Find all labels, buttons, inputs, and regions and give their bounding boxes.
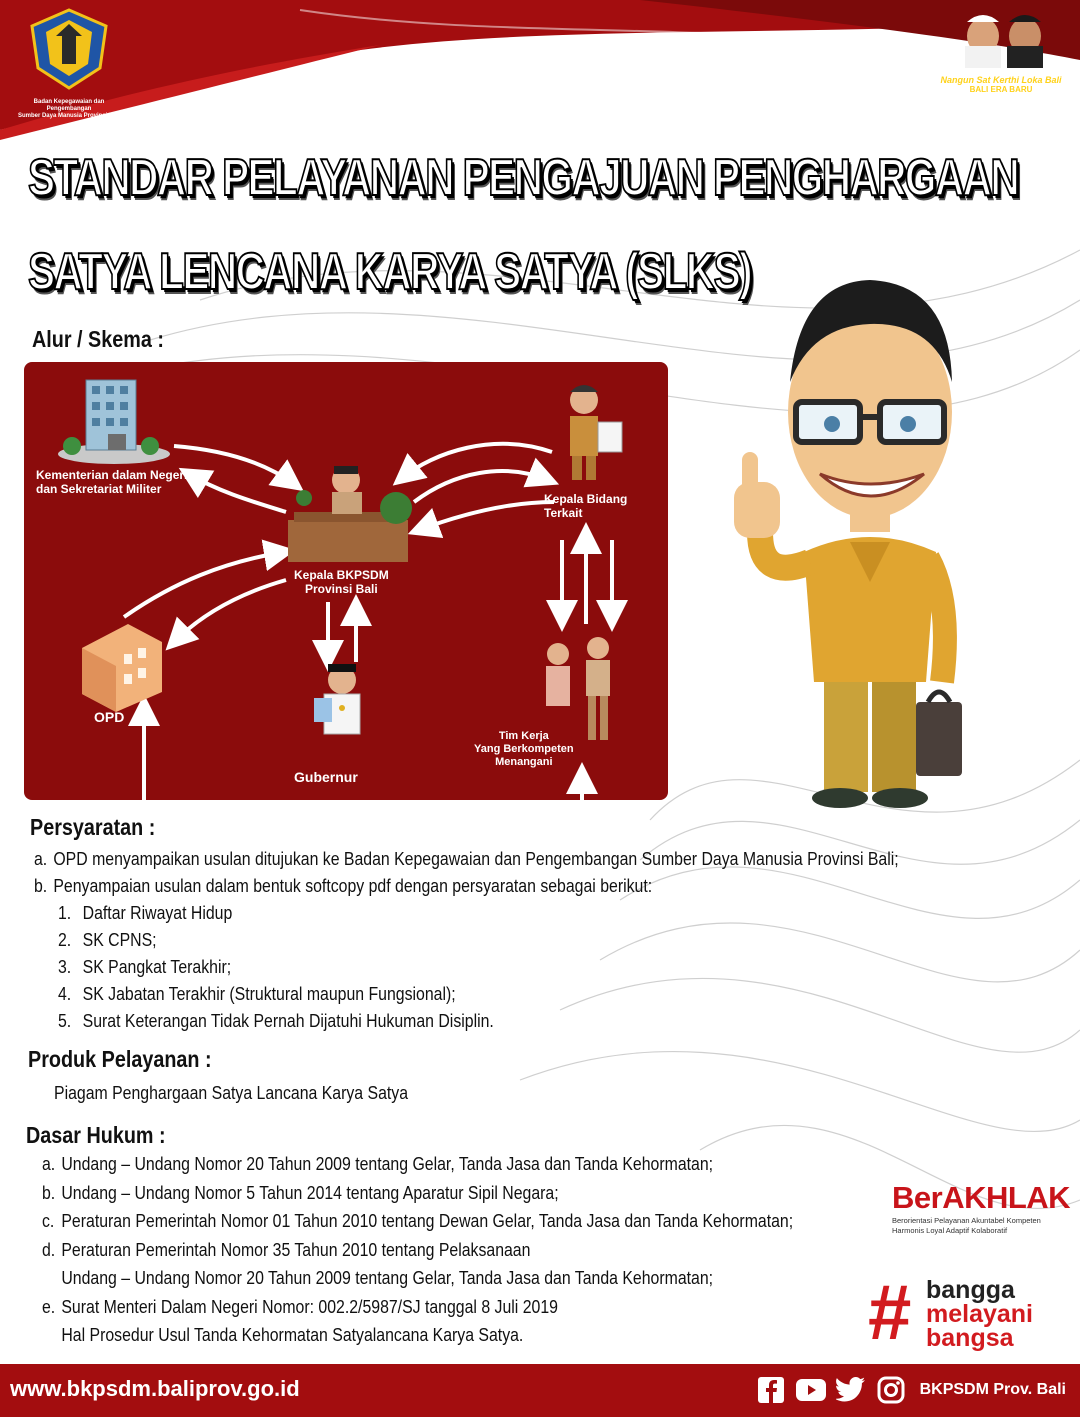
governor-branding bbox=[936, 6, 1066, 94]
instagram-icon[interactable] bbox=[876, 1375, 906, 1405]
list-item bbox=[34, 873, 899, 900]
tim-label-line1: Tim Kerja bbox=[498, 730, 549, 742]
list-marker: 1. bbox=[58, 903, 72, 923]
top-banner bbox=[0, 0, 1080, 140]
facebook-icon[interactable] bbox=[756, 1375, 786, 1405]
list-item bbox=[58, 981, 494, 1008]
list-marker: a. bbox=[34, 849, 48, 869]
persyaratan-heading: Persyaratan : bbox=[30, 814, 156, 840]
kemendagri-label bbox=[36, 468, 187, 496]
social-links bbox=[756, 1375, 1066, 1405]
list-item bbox=[42, 1207, 793, 1236]
list-item bbox=[58, 1008, 494, 1035]
list-item-continuation bbox=[42, 1264, 793, 1293]
list-marker: 4. bbox=[58, 984, 72, 1004]
thumbs-up-character-illustration bbox=[720, 262, 980, 822]
list-text: Surat Keterangan Tidak Pernah Dijatuhi Hukuman Disiplin. bbox=[82, 1011, 494, 1031]
opd-building-icon bbox=[82, 624, 162, 712]
gubernur-icon bbox=[314, 664, 360, 734]
kemendagri-building-icon bbox=[58, 380, 170, 464]
slogan-sub: BALI ERA BARU bbox=[969, 85, 1033, 94]
bangga-word: bangga bbox=[926, 1276, 1015, 1304]
dasar-hukum-list bbox=[42, 1150, 896, 1350]
list-text: Peraturan Pemerintah Nomor 35 Tahun 2010 tentang Pelaksanaan bbox=[61, 1239, 531, 1260]
agency-caption bbox=[14, 99, 124, 120]
kepala-label-line2: Provinsi Bali bbox=[304, 582, 378, 596]
page-title-line2: SATYA LENCANA KARYA SATYA (SLKS) bbox=[28, 243, 752, 301]
youtube-icon[interactable] bbox=[796, 1375, 826, 1405]
kemendagri-label-line2: dan Sekretariat Militer bbox=[36, 482, 162, 496]
list-item bbox=[42, 1293, 793, 1322]
list-item bbox=[58, 954, 494, 981]
persyaratan-sublist bbox=[58, 900, 553, 1035]
berakhlak-wordmark: BerAKHLAK bbox=[892, 1180, 1071, 1215]
list-marker: a. bbox=[42, 1154, 56, 1174]
gubernur-label: Gubernur bbox=[294, 769, 358, 785]
list-text: Undang – Undang Nomor 5 Tahun 2014 tentang Aparatur Sipil Negara; bbox=[61, 1182, 559, 1203]
kepala-label-line1: Kepala BKPSDM bbox=[294, 568, 389, 582]
agency-caption-line2: Sumber Daya Manusia Provinsi Bali bbox=[17, 113, 121, 119]
twitter-icon[interactable] bbox=[836, 1375, 866, 1405]
page-title-line1: STANDAR PELAYANAN PENGAJUAN PENGHARGAAN bbox=[28, 149, 1019, 207]
list-text: Surat Menteri Dalam Negeri Nomor: 002.2/5987/SJ tanggal 8 Juli 2019 bbox=[61, 1296, 558, 1317]
tim-kerja-label bbox=[474, 730, 574, 769]
list-item bbox=[58, 900, 494, 927]
list-item bbox=[34, 846, 899, 873]
list-text: Peraturan Pemerintah Nomor 01 Tahun 2010 tentang Dewan Gelar, Tanda Jasa dan Tanda Kehormatan; bbox=[61, 1211, 794, 1231]
produk-text: Piagam Penghargaan Satya Lancana Karya Satya bbox=[54, 1083, 409, 1103]
list-marker: b. bbox=[42, 1182, 56, 1203]
berakhlak-logo bbox=[892, 1180, 1077, 1236]
leaders-portrait-image bbox=[941, 6, 1061, 68]
berakhlak-tagline-1: Berorientasi Pelayanan Akuntabel Kompeten bbox=[892, 1216, 1041, 1225]
list-item bbox=[58, 927, 494, 954]
produk-text-block bbox=[54, 1080, 456, 1107]
list-text: SK CPNS; bbox=[82, 930, 157, 950]
list-text: OPD menyampaikan usulan ditujukan ke Badan Kepegawaian dan Pengembangan Sumber Daya Manusia Provinsi Bali; bbox=[53, 849, 899, 869]
list-text: SK Pangkat Terakhir; bbox=[82, 957, 232, 977]
list-marker: b. bbox=[34, 876, 48, 896]
kabid-label-line1: Kepala Bidang bbox=[544, 492, 628, 506]
list-marker: d. bbox=[42, 1239, 56, 1260]
kepala-bkpsdm-label bbox=[294, 568, 389, 596]
hashtag-mark: # bbox=[868, 1268, 912, 1356]
melayani-word: melayani bbox=[926, 1300, 1034, 1328]
list-text: SK Jabatan Terakhir (Struktural maupun Fungsional); bbox=[82, 984, 456, 1004]
agency-caption-line1: Badan Kepegawaian dan Pengembangan bbox=[33, 99, 105, 112]
persyaratan-list bbox=[34, 846, 1017, 900]
bali-province-logo bbox=[14, 6, 124, 120]
tim-label-line2: Yang Berkompeten bbox=[474, 743, 574, 755]
footer-bar bbox=[0, 1364, 1080, 1417]
list-text: Undang – Undang Nomor 20 Tahun 2009 tentang Gelar, Tanda Jasa dan Tanda Kehormatan; bbox=[61, 1154, 714, 1174]
list-text: Hal Prosedur Usul Tanda Kehormatan Satyalancana Karya Satya. bbox=[61, 1325, 524, 1345]
opd-label: OPD bbox=[94, 709, 125, 725]
list-item bbox=[42, 1179, 793, 1208]
list-text: Undang – Undang Nomor 20 Tahun 2009 tentang Gelar, Tanda Jasa dan Tanda Kehormatan; bbox=[61, 1268, 714, 1288]
list-item-continuation bbox=[42, 1321, 793, 1350]
flow-heading: Alur / Skema : bbox=[32, 326, 164, 352]
bangsa-word: bangsa bbox=[926, 1324, 1014, 1352]
social-handle: BKPSDM Prov. Bali bbox=[919, 1381, 1066, 1398]
list-item bbox=[42, 1236, 793, 1265]
kabid-label-line2: Terkait bbox=[544, 506, 583, 520]
flow-diagram bbox=[24, 362, 668, 800]
berakhlak-tagline-2: Harmonis Loyal Adaptif Kolaboratif bbox=[892, 1226, 1008, 1235]
list-marker: c. bbox=[42, 1211, 55, 1231]
kepala-bidang-icon bbox=[570, 385, 622, 480]
tim-kerja-icon bbox=[546, 637, 610, 740]
kepala-bkpsdm-desk-icon bbox=[288, 466, 412, 562]
list-text: Penyampaian usulan dalam bentuk softcopy pdf dengan persyaratan sebagai berikut: bbox=[53, 876, 653, 896]
produk-heading: Produk Pelayanan : bbox=[28, 1046, 212, 1072]
dasar-hukum-heading: Dasar Hukum : bbox=[26, 1122, 166, 1148]
bali-emblem-icon bbox=[26, 6, 112, 92]
bangga-melayani-bangsa-logo bbox=[868, 1268, 1073, 1358]
list-marker: e. bbox=[42, 1296, 56, 1317]
tim-label-line3: Menangani bbox=[495, 756, 553, 768]
list-marker: 5. bbox=[58, 1011, 72, 1031]
list-marker: 3. bbox=[58, 957, 72, 977]
kemendagri-label-line1: Kementerian dalam Negeri bbox=[36, 468, 188, 482]
list-marker: 2. bbox=[58, 930, 72, 950]
slogan-main: Nangun Sat Kerthi Loka Bali bbox=[940, 75, 1062, 85]
list-text: Daftar Riwayat Hidup bbox=[82, 903, 233, 923]
website-link[interactable]: www.bkpsdm.baliprov.go.id bbox=[10, 1376, 300, 1401]
list-item bbox=[42, 1150, 793, 1179]
kepala-bidang-label bbox=[544, 492, 627, 520]
